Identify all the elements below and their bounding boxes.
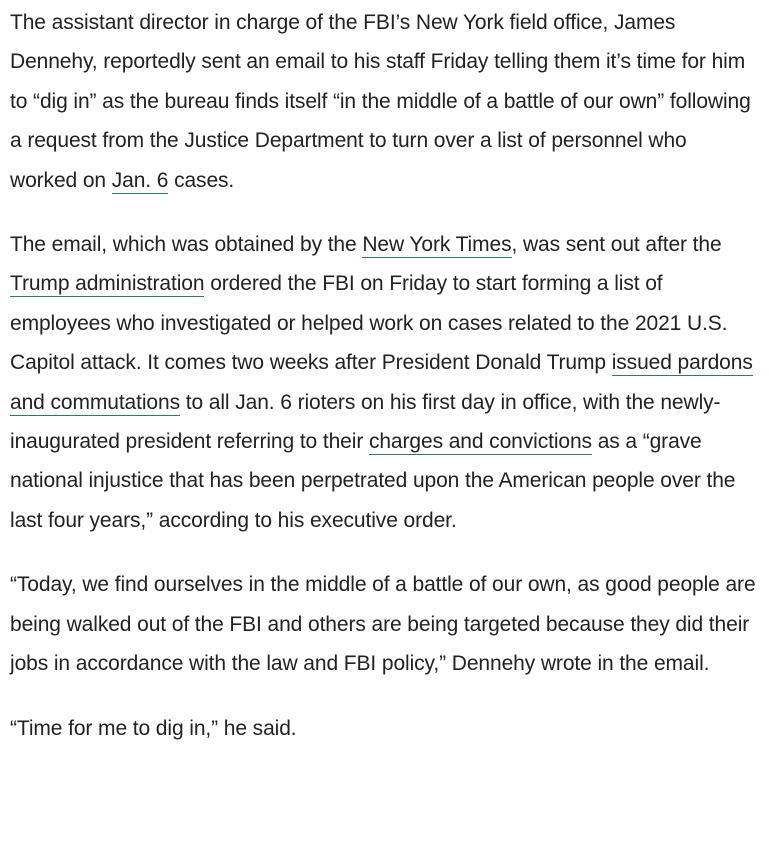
link-charges-and-convictions[interactable]: charges and convictions bbox=[368, 430, 592, 454]
link-pardons-and-commutations[interactable]: issued pardons and commutations bbox=[10, 351, 753, 414]
paragraph-1-text-b: cases. bbox=[168, 168, 235, 192]
paragraph-1-text-a: The assistant director in charge of the FBI’s New York field office, James Dennehy, reportedly sent an email to his staff Friday telling them it’s time for him to “dig in” as the bureau finds itself “in the middle of a battle of our own” following a request from the Justice Department to turn over a list of personnel who worked on bbox=[10, 11, 751, 192]
paragraph-2-text-e: as a “grave national injustice that has been perpetrated upon the American people over the last four years,” according to his executive order. bbox=[10, 430, 736, 532]
paragraph-3: “Today, we find ourselves in the middle of a battle of our own, as good people are being walked out of the FBI and others are being targeted because they did their jobs in accordance with the law and FBI policy,” Dennehy wrote in the email. bbox=[10, 573, 756, 676]
paragraph-2-text-c: ordered the FBI on Friday to start forming a list of employees who investigated or helped work on cases related to the 2021 U.S. Capitol attack. It comes two weeks after President Donald Trump bbox=[10, 272, 728, 375]
paragraph-2-text-a: The email, which was obtained by the bbox=[10, 233, 363, 257]
paragraph-4: “Time for me to dig in,” he said. bbox=[10, 716, 297, 740]
paragraph-2 bbox=[10, 225, 758, 540]
link-new-york-times[interactable]: New York Times bbox=[362, 233, 512, 257]
paragraph-2-text-d: to all Jan. 6 rioters on his first day in office, with the newly-inaugurated president referring to their bbox=[10, 390, 721, 454]
link-jan-6[interactable]: Jan. 6 bbox=[111, 168, 169, 192]
link-trump-administration[interactable]: Trump administration bbox=[10, 272, 205, 296]
paragraph-1 bbox=[10, 3, 758, 200]
article-body bbox=[10, 3, 758, 748]
paragraph-2-text-b: , was sent out after the bbox=[511, 233, 722, 257]
